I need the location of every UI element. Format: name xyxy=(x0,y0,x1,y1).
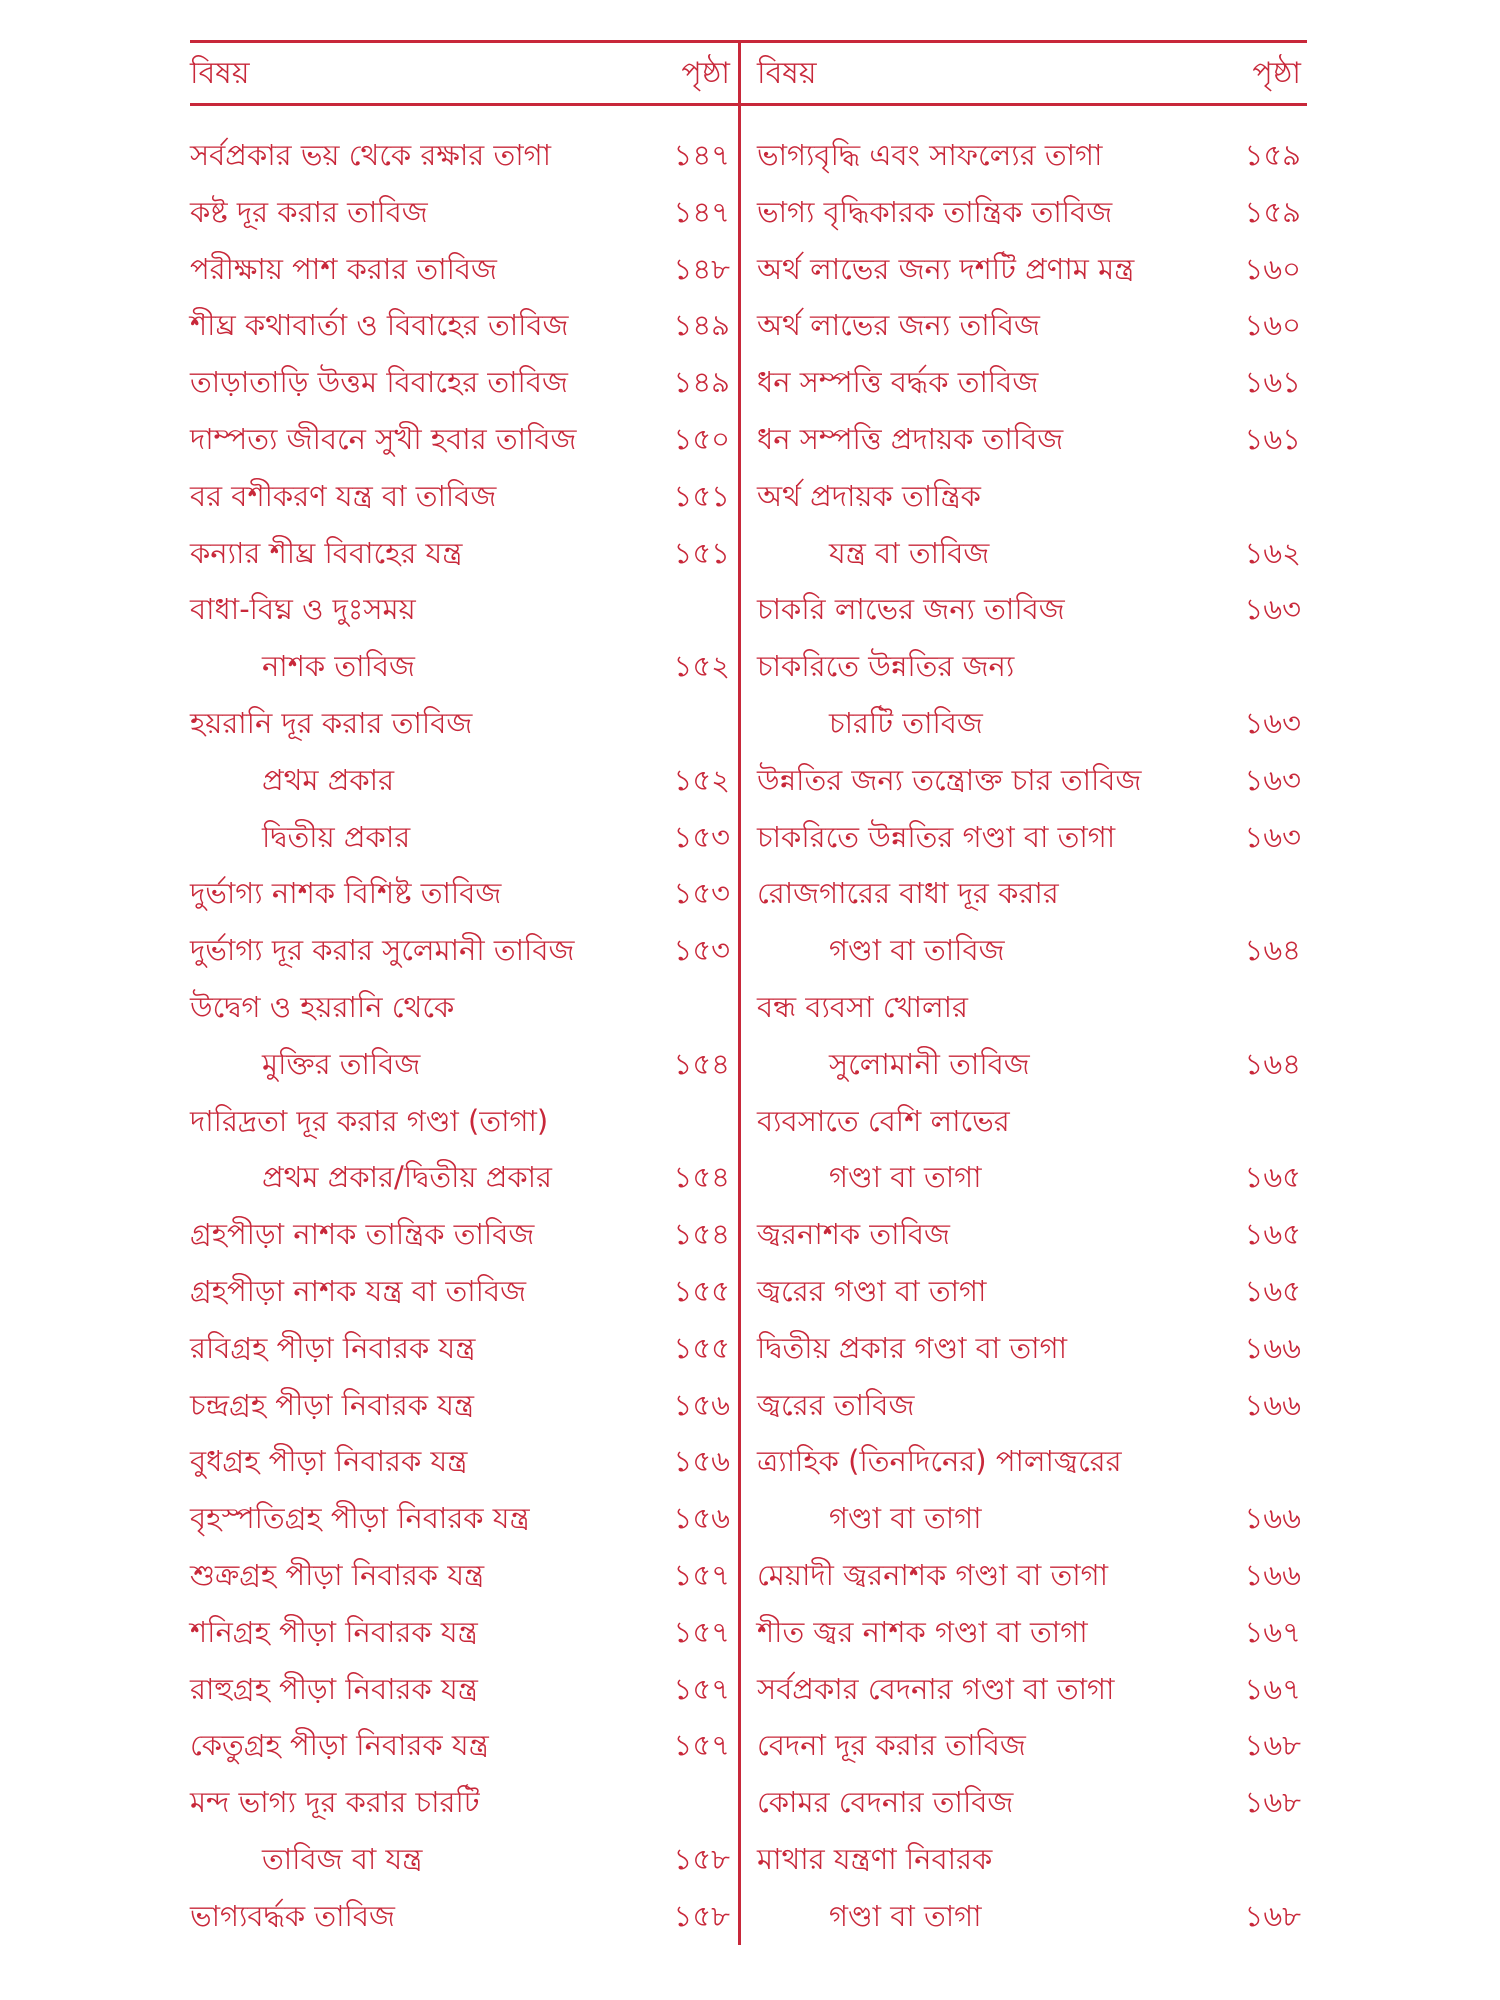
entry-title: তাবিজ বা যন্ত্র xyxy=(262,1841,423,1876)
entry-page-number: ১৫৩ xyxy=(673,819,730,854)
entry-title: মাথার যন্ত্রণা নিবারক xyxy=(757,1841,993,1876)
entry-title: দ্বিতীয় প্রকার xyxy=(262,819,411,854)
toc-entry xyxy=(757,1490,1307,1547)
entry-title: উন্নতির জন্য তন্ত্রোক্ত চার তাবিজ xyxy=(757,762,1142,797)
entry-title: পরীক্ষায় পাশ করার তাবিজ xyxy=(190,251,497,286)
entry-title: রোজগারের বাধা দূর করার xyxy=(757,876,1059,911)
entry-title: গণ্ডা বা তাবিজ xyxy=(829,933,1005,968)
entry-page-number: ১৬৮ xyxy=(1244,1728,1301,1763)
entry-title: গ্রহপীড়া নাশক যন্ত্র বা তাবিজ xyxy=(190,1273,527,1308)
entry-page-number: ১৬৫ xyxy=(1244,1273,1301,1308)
toc-entry xyxy=(190,1093,738,1150)
entry-page-number: ১৫৪ xyxy=(673,1217,730,1252)
entry-title: অর্থ প্রদায়ক তান্ত্রিক xyxy=(757,478,981,513)
entry-title: কোমর বেদনার তাবিজ xyxy=(757,1785,1014,1820)
toc-entry xyxy=(190,1433,738,1490)
entry-title: গণ্ডা বা তাগা xyxy=(829,1501,982,1536)
toc-entry xyxy=(757,581,1307,638)
toc-entry xyxy=(757,1149,1307,1206)
entry-page-number: ১৫৬ xyxy=(673,1387,730,1422)
entry-page-number: ১৬০ xyxy=(1244,308,1301,343)
toc-entry xyxy=(757,1320,1307,1377)
toc-entry xyxy=(757,695,1307,752)
entry-title: জ্বরের গণ্ডা বা তাগা xyxy=(757,1273,987,1308)
toc-entry xyxy=(190,1604,738,1661)
toc-entry xyxy=(757,1717,1307,1774)
toc-entry xyxy=(190,638,738,695)
toc-entry xyxy=(757,1036,1307,1093)
toc-entry xyxy=(190,922,738,979)
toc-entry xyxy=(190,1036,738,1093)
right-entries xyxy=(757,127,1307,1945)
toc-entry xyxy=(757,127,1307,184)
toc-entry xyxy=(190,1263,738,1320)
toc-entry xyxy=(190,297,738,354)
entry-page-number: ১৬৩ xyxy=(1244,762,1301,797)
entry-page-number: ১৫২ xyxy=(673,762,730,797)
toc-entry xyxy=(757,752,1307,809)
entry-title: কন্যার শীঘ্র বিবাহের যন্ত্র xyxy=(190,535,463,570)
entry-title: বর বশীকরণ যন্ত্র বা তাবিজ xyxy=(190,478,497,513)
column-header xyxy=(190,50,738,98)
entry-page-number: ১৬৪ xyxy=(1244,933,1301,968)
entry-title: কষ্ট দূর করার তাবিজ xyxy=(190,194,428,229)
entry-page-number: ১৫৬ xyxy=(673,1444,730,1479)
toc-entry xyxy=(190,1490,738,1547)
toc-entry xyxy=(757,468,1307,525)
toc-entry xyxy=(757,1263,1307,1320)
entry-title: দারিদ্রতা দূর করার গণ্ডা (তাগা) xyxy=(190,1103,549,1138)
toc-entry xyxy=(190,979,738,1036)
toc-entry xyxy=(757,1774,1307,1831)
entry-title: গণ্ডা বা তাগা xyxy=(829,1898,982,1933)
toc-entry xyxy=(190,241,738,298)
entry-page-number: ১৬৬ xyxy=(1244,1387,1301,1422)
entry-title: ত্র্যাহিক (তিনদিনের) পালাজ্বরের xyxy=(757,1444,1122,1479)
toc-entry xyxy=(190,127,738,184)
entry-title: বেদনা দূর করার তাবিজ xyxy=(757,1728,1026,1763)
entry-page-number: ১৫৫ xyxy=(673,1330,730,1365)
entry-page-number: ১৬৭ xyxy=(1244,1614,1301,1649)
entry-title: মেয়াদী জ্বরনাশক গণ্ডা বা তাগা xyxy=(757,1557,1109,1592)
entry-title: জ্বরনাশক তাবিজ xyxy=(757,1217,950,1252)
left-entries xyxy=(190,127,738,1945)
entry-title: চন্দ্রগ্রহ পীড়া নিবারক যন্ত্র xyxy=(190,1387,475,1422)
entry-title: চাকরিতে উন্নতির জন্য xyxy=(757,649,1015,684)
toc-entry xyxy=(757,1604,1307,1661)
toc-entry xyxy=(190,1717,738,1774)
toc-entry xyxy=(757,1888,1307,1945)
entry-title: ভাগ্যবর্দ্ধক তাবিজ xyxy=(190,1898,395,1933)
entry-title: অর্থ লাভের জন্য দশটি প্রণাম মন্ত্র xyxy=(757,251,1135,286)
entry-title: চাকরি লাভের জন্য তাবিজ xyxy=(757,592,1065,627)
toc-entry xyxy=(757,1831,1307,1888)
entry-title: কেতুগ্রহ পীড়া নিবারক যন্ত্র xyxy=(190,1728,489,1763)
entry-title: বুধগ্রহ পীড়া নিবারক যন্ত্র xyxy=(190,1444,468,1479)
entry-title: মন্দ ভাগ্য দূর করার চারটি xyxy=(190,1785,480,1820)
toc-entry xyxy=(190,1320,738,1377)
subject-heading: বিষয় xyxy=(757,56,817,91)
entry-title: ধন সম্পত্তি বর্দ্ধক তাবিজ xyxy=(757,365,1039,400)
toc-entry xyxy=(190,1888,738,1945)
toc-entry xyxy=(190,1377,738,1434)
entry-page-number: ১৪৮ xyxy=(673,251,730,286)
entry-title: প্রথম প্রকার xyxy=(262,762,395,797)
toc-entry xyxy=(190,695,738,752)
entry-title: ব্যবসাতে বেশি লাভের xyxy=(757,1103,1010,1138)
toc-entry xyxy=(757,241,1307,298)
entry-page-number: ১৫৯ xyxy=(1244,138,1301,172)
entry-title: তাড়াতাড়ি উত্তম বিবাহের তাবিজ xyxy=(190,365,568,400)
entry-page-number: ১৫৪ xyxy=(673,1160,730,1195)
entry-title: গ্রহপীড়া নাশক তান্ত্রিক তাবিজ xyxy=(190,1217,535,1252)
entry-page-number: ১৬৭ xyxy=(1244,1671,1301,1706)
entry-title: প্রথম প্রকার/দ্বিতীয় প্রকার xyxy=(262,1160,552,1195)
entry-title: যন্ত্র বা তাবিজ xyxy=(829,535,990,570)
column-divider xyxy=(738,40,741,1945)
toc-entry xyxy=(190,865,738,922)
toc-entry xyxy=(757,809,1307,866)
toc-entry xyxy=(757,979,1307,1036)
entry-title: শুক্রগ্রহ পীড়া নিবারক যন্ত্র xyxy=(190,1557,485,1592)
entry-title: বন্ধ ব্যবসা খোলার xyxy=(757,989,968,1024)
toc-entry xyxy=(190,1149,738,1206)
entry-page-number: ১৫৪ xyxy=(673,1046,730,1081)
entry-page-number: ১৬৩ xyxy=(1244,592,1301,627)
entry-title: শীঘ্র কথাবার্তা ও বিবাহের তাবিজ xyxy=(190,308,569,343)
entry-page-number: ১৬৪ xyxy=(1244,1046,1301,1081)
entry-page-number: ১৫৭ xyxy=(673,1728,730,1763)
entry-page-number: ১৫৮ xyxy=(673,1841,730,1876)
entry-title: চাকরিতে উন্নতির গণ্ডা বা তাগা xyxy=(757,819,1116,854)
entry-page-number: ১৬৬ xyxy=(1244,1557,1301,1592)
toc-entry xyxy=(757,922,1307,979)
toc-entry xyxy=(757,297,1307,354)
toc-entry xyxy=(757,525,1307,582)
entry-title: সর্বপ্রকার বেদনার গণ্ডা বা তাগা xyxy=(757,1671,1115,1706)
entry-page-number: ১৫৫ xyxy=(673,1273,730,1308)
entry-page-number: ১৬৬ xyxy=(1244,1330,1301,1365)
toc-entry xyxy=(190,525,738,582)
toc-entry xyxy=(757,1093,1307,1150)
entry-page-number: ১৬৮ xyxy=(1244,1898,1301,1933)
entry-title: শনিগ্রহ পীড়া নিবারক যন্ত্র xyxy=(190,1614,478,1649)
toc-entry xyxy=(757,1547,1307,1604)
entry-title: সুলোমানী তাবিজ xyxy=(829,1046,1030,1081)
entry-page-number: ১৫৯ xyxy=(1244,194,1301,229)
entry-page-number: ১৫৩ xyxy=(673,876,730,911)
entry-title: অর্থ লাভের জন্য তাবিজ xyxy=(757,308,1040,343)
entry-title: রাহুগ্রহ পীড়া নিবারক যন্ত্র xyxy=(190,1671,478,1706)
page-heading: পৃষ্ঠা xyxy=(1252,56,1301,91)
entry-page-number: ১৫৭ xyxy=(673,1614,730,1649)
entry-page-number: ১৬৩ xyxy=(1244,819,1301,854)
entry-title: ধন সম্পত্তি প্রদায়ক তাবিজ xyxy=(757,421,1064,456)
toc-entry xyxy=(757,184,1307,241)
entry-title: বাধা-বিঘ্ন ও দুঃসময় xyxy=(190,592,416,627)
entry-page-number: ১৪৭ xyxy=(673,194,730,229)
subject-heading: বিষয় xyxy=(190,56,250,91)
entry-title: সর্বপ্রকার ভয় থেকে রক্ষার তাগা xyxy=(190,138,552,172)
toc-entry xyxy=(757,1661,1307,1718)
table-of-contents xyxy=(190,40,1307,1950)
toc-entry xyxy=(190,1831,738,1888)
entry-page-number: ১৪৯ xyxy=(673,308,730,343)
toc-entry xyxy=(757,865,1307,922)
entry-page-number: ১৬৩ xyxy=(1244,705,1301,740)
toc-entry xyxy=(190,1206,738,1263)
toc-entry xyxy=(757,1377,1307,1434)
toc-entry xyxy=(190,184,738,241)
entry-title: শীত জ্বর নাশক গণ্ডা বা তাগা xyxy=(757,1614,1088,1649)
entry-page-number: ১৫৭ xyxy=(673,1671,730,1706)
entry-page-number: ১৬৫ xyxy=(1244,1217,1301,1252)
toc-entry xyxy=(757,411,1307,468)
toc-entry xyxy=(757,1433,1307,1490)
entry-page-number: ১৫২ xyxy=(673,649,730,684)
entry-page-number: ১৬১ xyxy=(1244,421,1301,456)
entry-title: গণ্ডা বা তাগা xyxy=(829,1160,982,1195)
column-header xyxy=(757,50,1307,98)
entry-page-number: ১৫৬ xyxy=(673,1501,730,1536)
entry-title: নাশক তাবিজ xyxy=(262,649,415,684)
entry-page-number: ১৬৮ xyxy=(1244,1785,1301,1820)
entry-title: ভাগ্য বৃদ্ধিকারক তান্ত্রিক তাবিজ xyxy=(757,194,1113,229)
entry-page-number: ১৫৩ xyxy=(673,933,730,968)
entry-title: দুর্ভাগ্য দূর করার সুলেমানী তাবিজ xyxy=(190,933,575,968)
entry-page-number: ১৪৯ xyxy=(673,365,730,400)
toc-entry xyxy=(190,809,738,866)
entry-title: মুক্তির তাবিজ xyxy=(262,1046,421,1081)
entry-title: চারটি তাবিজ xyxy=(829,705,983,740)
entry-page-number: ১৫৭ xyxy=(673,1557,730,1592)
top-rule xyxy=(190,40,1307,43)
toc-entry xyxy=(190,1661,738,1718)
entry-title: বৃহস্পতিগ্রহ পীড়া নিবারক যন্ত্র xyxy=(190,1501,530,1536)
entry-page-number: ১৬২ xyxy=(1244,535,1301,570)
toc-entry xyxy=(190,1774,738,1831)
entry-page-number: ১৫১ xyxy=(673,535,730,570)
entry-title: জ্বরের তাবিজ xyxy=(757,1387,915,1422)
entry-title: ভাগ্যবৃদ্ধি এবং সাফল্যের তাগা xyxy=(757,138,1103,172)
entry-page-number: ১৬১ xyxy=(1244,365,1301,400)
entry-title: দুর্ভাগ্য নাশক বিশিষ্ট তাবিজ xyxy=(190,876,502,911)
entry-title: হয়রানি দূর করার তাবিজ xyxy=(190,705,473,740)
header-rule xyxy=(190,103,1307,106)
toc-entry xyxy=(190,354,738,411)
entry-page-number: ১৬৬ xyxy=(1244,1501,1301,1536)
entry-title: দাম্পত্য জীবনে সুখী হবার তাবিজ xyxy=(190,421,577,456)
entry-page-number: ১৪৭ xyxy=(673,138,730,172)
toc-entry xyxy=(190,752,738,809)
entry-title: দ্বিতীয় প্রকার গণ্ডা বা তাগা xyxy=(757,1330,1067,1365)
toc-entry xyxy=(190,1547,738,1604)
entry-page-number: ১৫৮ xyxy=(673,1898,730,1933)
toc-entry xyxy=(757,638,1307,695)
entry-page-number: ১৬০ xyxy=(1244,251,1301,286)
toc-entry xyxy=(190,581,738,638)
toc-entry xyxy=(757,354,1307,411)
entry-title: রবিগ্রহ পীড়া নিবারক যন্ত্র xyxy=(190,1330,476,1365)
entry-page-number: ১৫০ xyxy=(673,421,730,456)
toc-entry xyxy=(190,411,738,468)
toc-entry xyxy=(757,1206,1307,1263)
toc-entry xyxy=(190,468,738,525)
entry-title: উদ্বেগ ও হয়রানি থেকে xyxy=(190,989,455,1024)
entry-page-number: ১৬৫ xyxy=(1244,1160,1301,1195)
entry-page-number: ১৫১ xyxy=(673,478,730,513)
page-heading: পৃষ্ঠা xyxy=(681,56,730,91)
